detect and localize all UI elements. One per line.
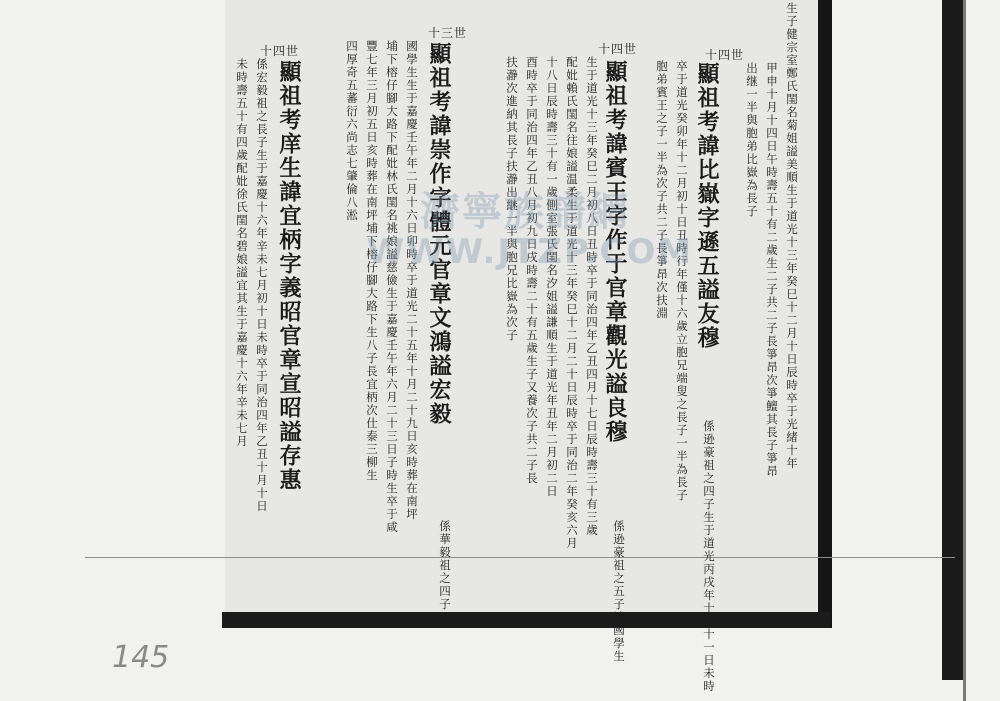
binding-edge — [963, 0, 966, 701]
generation-marker: 十四世 — [598, 42, 638, 56]
binding-shadow — [942, 0, 964, 680]
fold-line — [85, 557, 955, 558]
note-column: 係逊豪祖之四子生于道光丙戌年十月十一日未時 — [702, 420, 716, 693]
text-column: 胞弟賓王之子一半為次子共二子長箏昂次扶淵 — [655, 60, 669, 320]
text-column: 酉時卒于同治四年乙丑八月初九日戌時壽二十有五歲生子又養次子共二子長 — [525, 56, 539, 485]
text-column: 未時壽五十有四歲配妣徐氏閨名碧娘謚宜其生于嘉慶十六年辛未七月 — [235, 58, 249, 448]
heading-column: 顯祖考諱崇作字體元官章文鴻謚宏毅 — [426, 42, 452, 426]
text-column: 扶瀞次進納其長子扶瀞出継一半與胞兄比嶽為次子 — [505, 56, 519, 342]
watermark-url: WWW.JTZP.COM — [366, 232, 694, 272]
text-column: 甲申十月十四日午時壽五十有二歲生二子共二子長箏昂次箏鱣其長子箏昂 — [765, 62, 779, 478]
note-column: 係華毅祖之四子 — [438, 520, 452, 611]
text-column: 卒于道光癸卯年十二月初十日丑時行年僅十六歲立胞兄端叟之長子一半為長子 — [675, 60, 689, 502]
text-column: 十八日辰時壽三十有一歲側室張氏閨名汐姐謚謙順生于道光年丑年二月初二日 — [545, 56, 559, 498]
text-column: 出继一半與胞弟比嶽為長子 — [745, 62, 759, 218]
page-edge-right — [818, 0, 832, 628]
generation-marker: 十四世 — [705, 48, 745, 62]
text-column: 係宏毅祖之長子生于嘉慶十六年辛未七月初十日未時卒于同治四年乙丑十月十日 — [255, 58, 269, 513]
page-edge-bottom — [222, 612, 830, 628]
text-column: 生子健宗室鄭氏閨名菊姐謚美順生于道光十三年癸巳十二月十日辰時卒于光緒十年 — [785, 2, 799, 470]
text-column: 四厚奇五蕃衍六尚志七肇倫八淞 — [345, 40, 359, 222]
text-column: 豐七年三月初五日亥時葬在南坪埔下榕仔腳大路下生八子長宜柄次仕泰三柳生 — [365, 40, 379, 482]
text-column: 埔下榕仔腳大路下配妣林氏閨名祧娘謚慈儉生于嘉慶壬午年六月二十三日子時生卒于咸 — [385, 40, 399, 534]
text-column: 國學生生于嘉慶壬午年二月十六日卯時卒于道光二十五年十月二十九日亥時葬在南坪 — [405, 40, 419, 521]
watermark: 濟寧族譜網 — [420, 189, 630, 235]
heading-column: 顯祖考庠生諱宜柄字義昭官章宣昭謚存惠 — [276, 60, 302, 492]
heading-column: 顯祖考諱比嶽字遜五謚友穆 — [694, 62, 720, 350]
text-column: 配妣賴氏閨名往娘謚温柔生于道光十三年癸巳十二月二十日辰時卒于同治二年癸亥六月 — [565, 56, 579, 550]
heading-column: 顯祖考諱賓王字作于官章觀光謚良穆 — [602, 60, 628, 444]
text-column: 生于道光十三年癸巳二月初八日丑時卒于同治四年乙丑四月十七日辰時壽三十有三歲 — [585, 56, 599, 537]
generation-marker: 十三世 — [428, 26, 468, 40]
generation-marker: 十四世 — [260, 44, 300, 58]
page-number: 145 — [112, 640, 170, 675]
note-column: 係逊豪祖之五子補國學生 — [612, 520, 626, 663]
